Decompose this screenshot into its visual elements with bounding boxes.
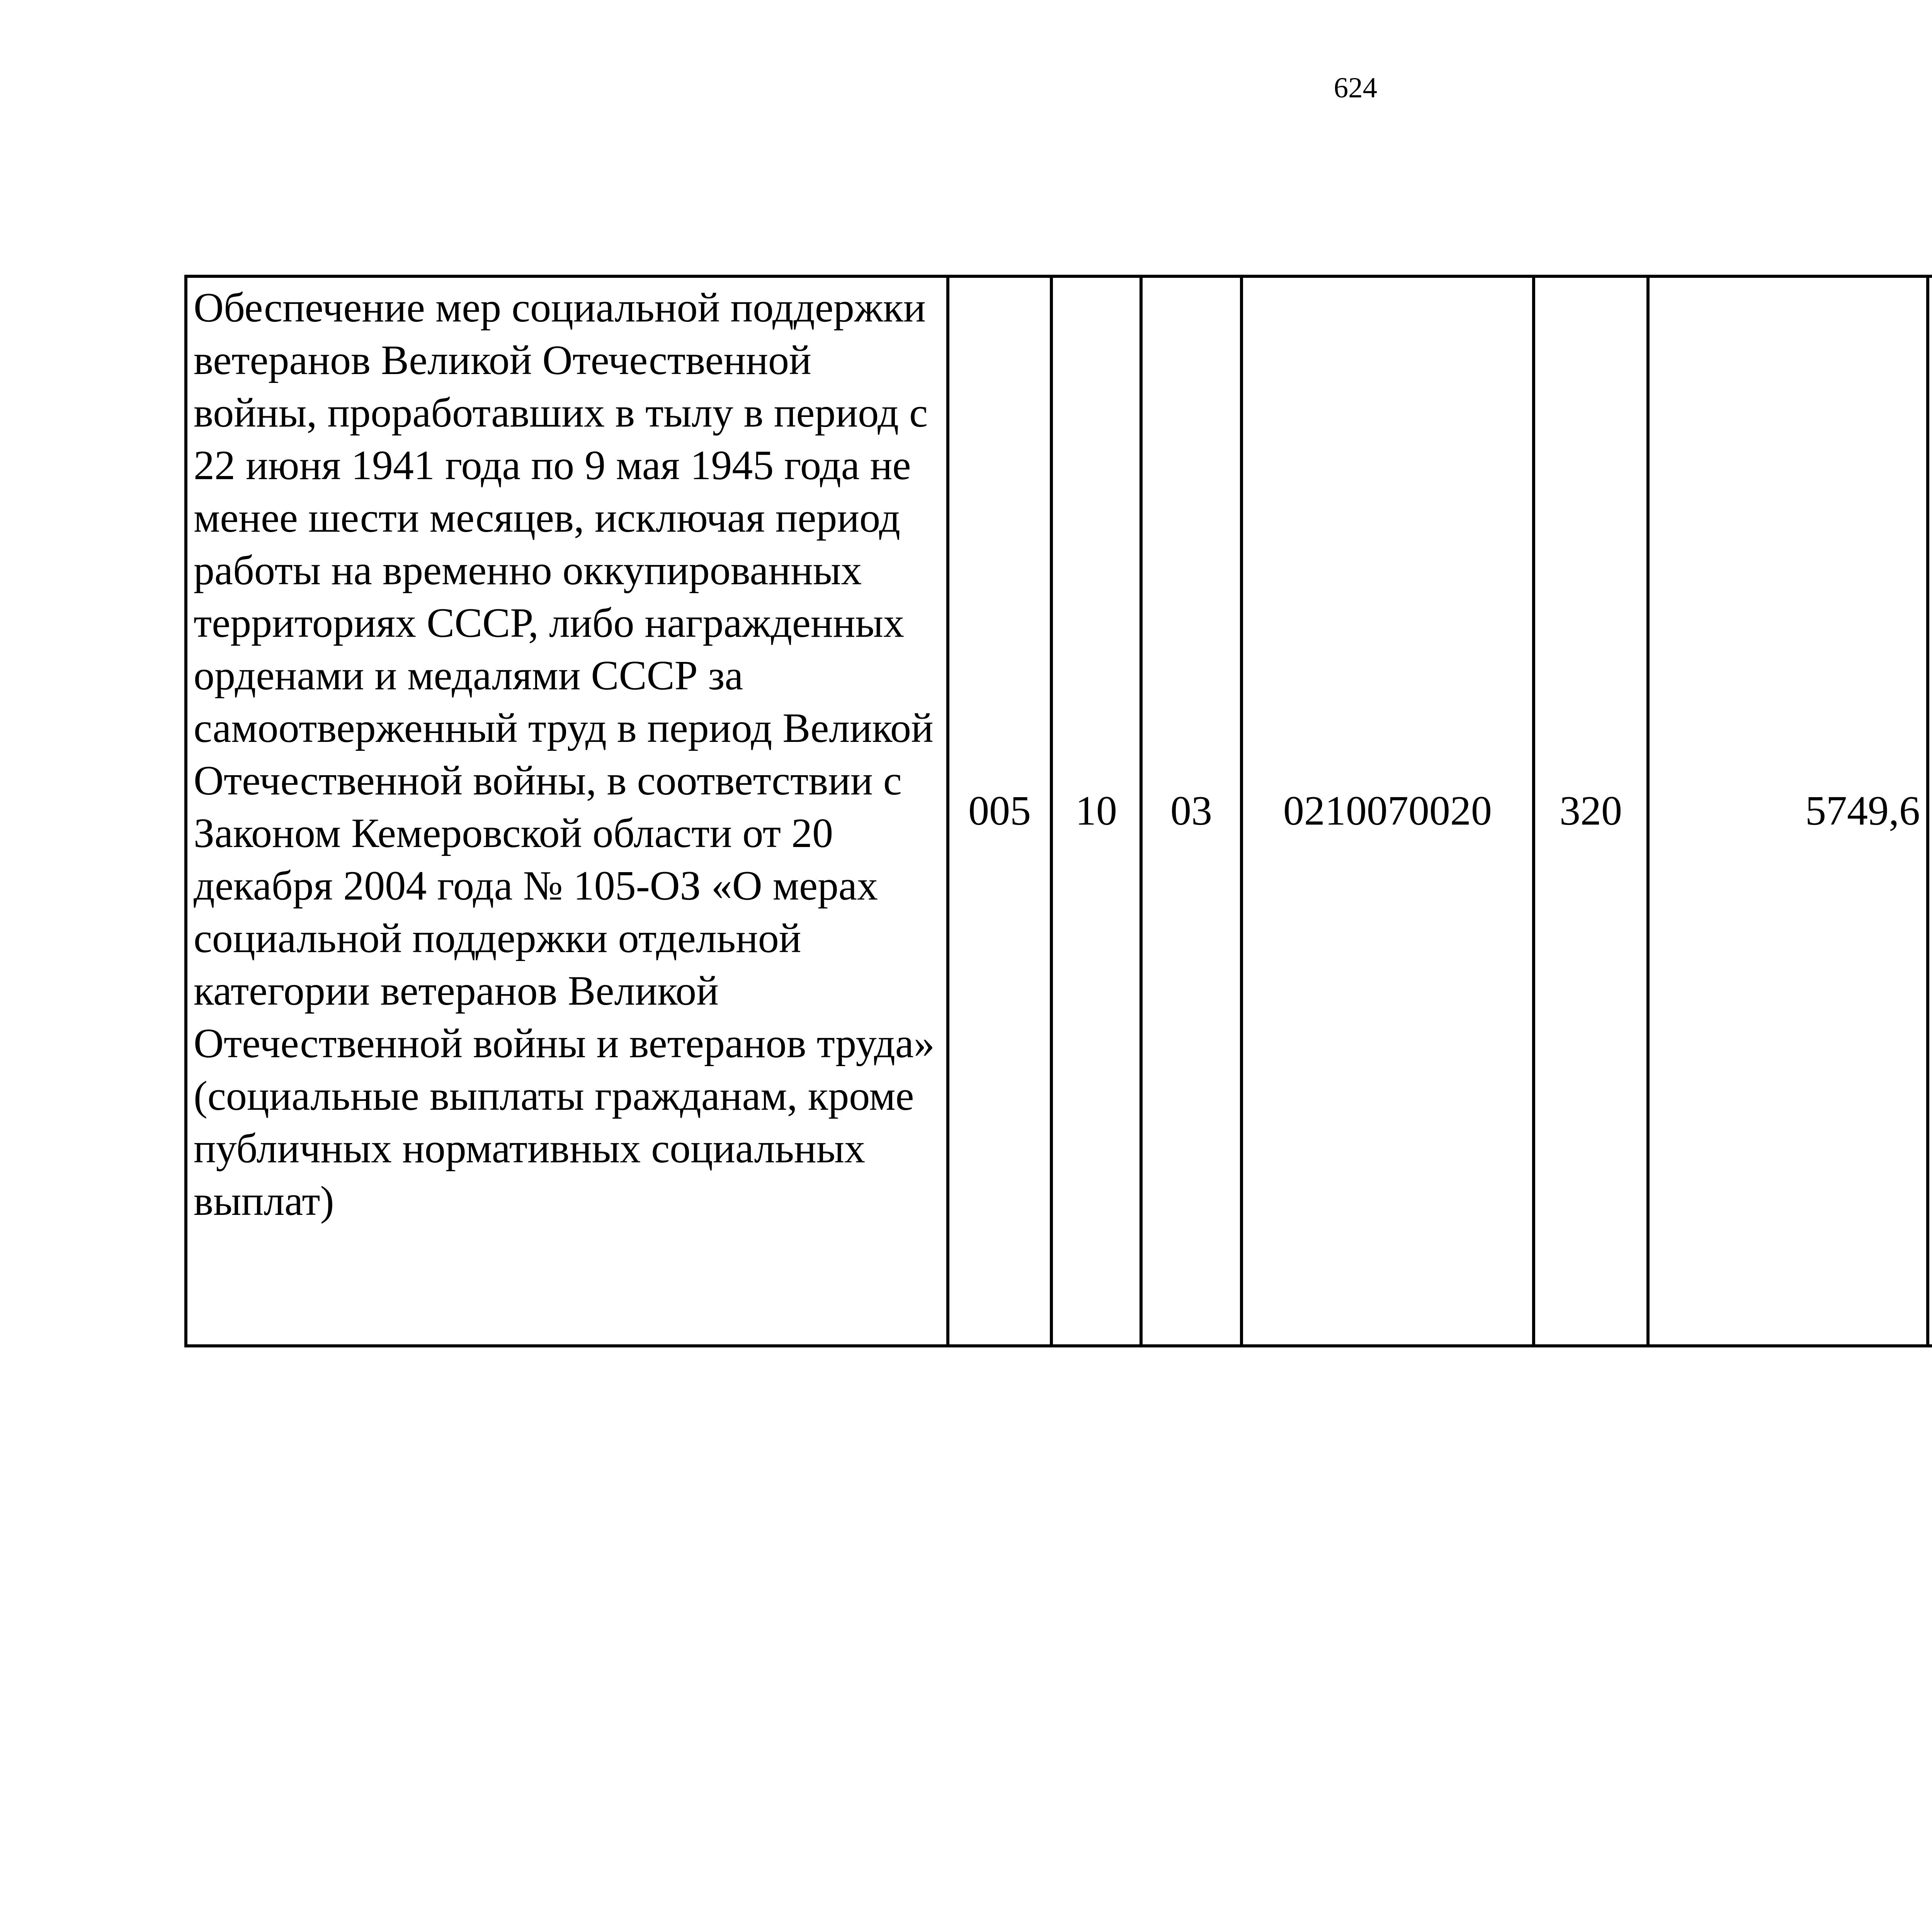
subsection-cell: 03 <box>1141 276 1242 1346</box>
amount-cell-2 <box>1928 276 1932 1346</box>
target-article-cell: 0210070020 <box>1242 276 1534 1346</box>
table-row <box>186 276 1932 1346</box>
ministry-code-cell: 005 <box>948 276 1051 1346</box>
expense-type-cell: 320 <box>1534 276 1648 1346</box>
row-description-cell: Обеспечение мер социальной поддержки ветеранов Великой Отечественной войны, проработавших в тылу в период с 22 июня 1941 года по 9 мая 1945 года не менее шести месяцев, исключая период работы на временно оккупированных территориях СССР, либо награжденных орденами и медалями СССР за самоотверженный труд в период Великой Отечественной войны, в соответствии с Законом Кемеровской области от 20 декабря 2004 года № 105-ОЗ «О мерах социальной поддержки отдельной категории ветеранов Великой Отечественной войны и ветеранов труда» (социальные выплаты гражданам, кроме публичных нормативных социальных выплат) <box>186 276 948 1346</box>
page-number: 624 <box>1333 72 1378 104</box>
budget-table <box>184 275 1932 1347</box>
section-cell: 10 <box>1051 276 1141 1346</box>
amount-cell-1: 5749,6 <box>1648 276 1928 1346</box>
